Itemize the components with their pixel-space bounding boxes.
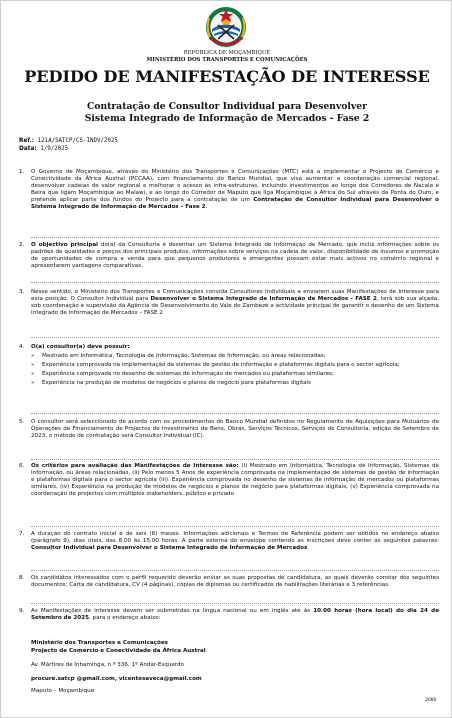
bullet-icon: »	[31, 371, 35, 378]
contact-project: Projecto de Comércio e Conectividade da África Austral	[31, 648, 206, 654]
item-text	[31, 575, 439, 589]
item-number: 3.	[19, 289, 25, 295]
reference-number	[19, 138, 118, 145]
ministry-name: MINISTÉRIO DOS TRANSPORTES E COMUNICAÇÕES	[146, 57, 308, 63]
item-text-bold: O objectivo principal	[31, 242, 99, 248]
date-value: 1/9/2025	[36, 146, 69, 152]
item-1	[19, 169, 439, 212]
republic-name: REPÚBLICA DE MOÇAMBIQUE	[183, 50, 271, 56]
date-label: Data:	[19, 146, 37, 152]
item-text-run: , terá sob sua alçada, sob coordenação e supervisão da Agência de Desenvolvimento do Vale do Zambeze a actividade principal de garantir o desenho de um Sistema Integrado de Informação de Mercados – FASE 2	[31, 296, 439, 317]
item-text-run: Nesse sentido, o Ministério dos Transportes e Comunicações convida Consultores Individuais a enviarem suas Manifestações de Interesse para esta posição. O Consultor Individual para	[31, 289, 439, 303]
item-number: 7.	[19, 531, 25, 537]
bullet-icon: »	[31, 362, 35, 369]
item-text-bold: Consultor Individual para Desenvolver o Sistema Integrado de Informação de Mercados	[31, 545, 308, 552]
list-item-text: Mestrado em Informática, Tecnologia de Informação, Sistemas de Informação, ou áreas relacionadas;	[42, 353, 326, 360]
item-9	[19, 608, 439, 622]
item-text-run: O Governo de Moçambique, através do Ministério dos Transportes e Comunicações (MTC) está a implementar o Projecto de Comércio e Conectividade da África Austral (PCCAA), com financiamento do Banco Mundial, que visa aumentar a coordenação comercial regional, desenvolver cadeias de valor regional e melhorar o acesso às infra-estruturas, incluindo investimentos ao longo dos Corredores de Nacala e Beira que ligam Moçambique ao Malawi, e ao longo do Corredor de Maputo que liga Moçambique à África do Sul através da Ponta do Ouro, e pretende aplicar parte dos fundos do Projecto para a contratação de um	[31, 169, 439, 204]
divider	[31, 282, 439, 283]
divider	[31, 413, 439, 414]
list-item-text: Experiência na produção de modelos de negócios e planos de negócio para plataformas digitais	[42, 380, 312, 387]
list-item	[31, 371, 439, 378]
contact-address: Av. Mártires de Inhaminga, n.º 336, 1º Andar-Esquerdo	[31, 662, 184, 668]
item-text	[31, 289, 439, 317]
item-text-bold: 10.00 horas (hora local) do dia 24 de Setembro de 2025	[31, 608, 439, 622]
divider	[31, 603, 439, 604]
divider	[31, 237, 439, 238]
page-subtitle-line-1: Contratação de Consultor Individual para Desenvolver	[87, 101, 367, 112]
item-number: 1.	[19, 169, 25, 175]
item-7	[19, 531, 439, 552]
contact-emails[interactable]: procure.satcp @gmail.com, vicentesaveca@gmail.com	[31, 676, 202, 682]
contact-ministry: Ministério dos Transportes e Comunicações	[31, 640, 168, 646]
page-subtitle-line-2: Sistema Integrado de Informação de Mercados - Fase 2	[84, 113, 370, 124]
item-text	[31, 242, 439, 270]
item-text-run: , para o endereço abaixo:	[89, 615, 161, 622]
item-text-run: .	[205, 204, 208, 211]
item-text-bold: Os critérios para avaliação das Manifestações de Interesse são:	[31, 463, 239, 469]
bullet-icon: »	[31, 380, 35, 387]
list-item	[31, 362, 439, 369]
reference-label: Ref.:	[19, 138, 35, 144]
requirements-list	[31, 353, 439, 387]
item-5	[19, 419, 439, 440]
item-number: 6.	[19, 463, 25, 469]
item-text-run: Os candidatos interessados com o perfil requerido deverão enviar as suas propostas de candidatura, as quais deverão constar dos seguintes documentos: Carta de candidatura, CV (4 páginas), cópias de diplomas ou certificados de habilitações literárias e 3 referências.	[31, 575, 439, 589]
item-text	[31, 344, 439, 351]
item-text-run: As Manifestações de interesse devem ser submetidas na língua nacional ou em inglês até às	[31, 608, 314, 614]
item-4	[19, 344, 439, 389]
item-number: 8.	[19, 575, 25, 581]
list-item-text: Experiência comprovada no desenho de sistemas de informação de mercados ou plataformas similares;	[42, 371, 334, 378]
item-text-bold: O(a) consultor(a) deve possuir:	[31, 344, 130, 350]
divider	[31, 570, 439, 571]
ad-code: 2080	[425, 698, 437, 703]
item-text	[31, 169, 439, 212]
mozambique-coat-of-arms-icon	[205, 6, 247, 48]
list-item-text: Experiência comprovada na implementação de sistemas de gestão de informação e plataformas digitais para o sector agrícola;	[42, 362, 400, 369]
item-text-run: do(a) da Consultoria é desenhar um Sistema Integrado de Informação de Mercado, que inclui informações sobre os padrões de qualidades e preços dos principais produtos, informações sobre serviços na cadeia de valor, disponibilidade de insumos e promoção de oportunidades de compra e venda para que pequenos produtores e emergentes possam estar mais activos no comércio regional e apresentarem vantagens comparativas.	[31, 242, 440, 270]
page-title: PEDIDO DE MANIFESTAÇÃO DE INTERESSE	[24, 67, 430, 86]
divider	[31, 337, 439, 338]
list-item	[31, 380, 439, 387]
item-text-bold: Contratação de Consultor Individual para Desenvolver o Sistema Integrado de Informação de Mercados – Fase 2	[31, 197, 440, 211]
item-text	[31, 608, 439, 622]
item-text	[31, 419, 439, 440]
item-number: 2.	[19, 242, 25, 248]
divider	[31, 459, 439, 460]
item-6	[19, 463, 439, 498]
bullet-icon: »	[31, 353, 35, 360]
item-text	[31, 463, 439, 498]
item-number: 9.	[19, 608, 25, 614]
item-8	[19, 575, 439, 589]
item-number: 5.	[19, 419, 25, 425]
reference-date	[19, 146, 68, 153]
divider	[31, 526, 439, 527]
list-item	[31, 353, 439, 360]
contact-city: Maputo – Moçambique	[31, 688, 95, 694]
item-text	[31, 531, 439, 552]
item-text-run: O consultor será seleccionado de acordo com os procedimentos do Banco Mundial definidos no Regulamento de Aquisições para Mutuários de Operações de Financiamento de Projectos de Investimento de Bens, Obras, Serviços Técnicos, Serviços de Consultoria, edição de Setembro de 2023, o método de contratação será Consultor Individual (IC).	[31, 419, 439, 440]
item-number: 4.	[19, 344, 25, 350]
item-2	[19, 242, 439, 270]
item-text-bold: Desenvolver o Sistema Integrado de Informação de Mercados - FASE 2	[150, 296, 377, 303]
reference-value: 121A/SATCP/CS-INDV/2025	[34, 138, 118, 144]
item-text-run: A duração do contrato inicial é de seis (6) meses. Informações adicionais e Termos de Referência podem ser obtidos no endereço abaixo (parágrafo 9), dias úteis, das 8.00 às 15.00 horas. A parte externa do envelope contendo as inscrições deve conter as seguintes palavras:	[31, 531, 439, 545]
item-text-run: (i) Mestrado em Informática, Tecnologia de Informação, Sistemas de Informação, ou áreas relacionadas, (ii) Pelo menos 5 Anos de experiência comprovada na implementação de sistemas de gestão de informação e plataformas digitais para o sector agrícola (iii). Experiência comprovada no desenho de sistemas de informação de mercados ou plataformas similares, (iv) Experiência na produção de modelos de negócios e planos de negócio para plataformas digitais, (v) Experiência comprovada na coordenação de projectos com múltiplos stakeholders, público e privado	[31, 463, 439, 498]
item-3	[19, 289, 439, 317]
